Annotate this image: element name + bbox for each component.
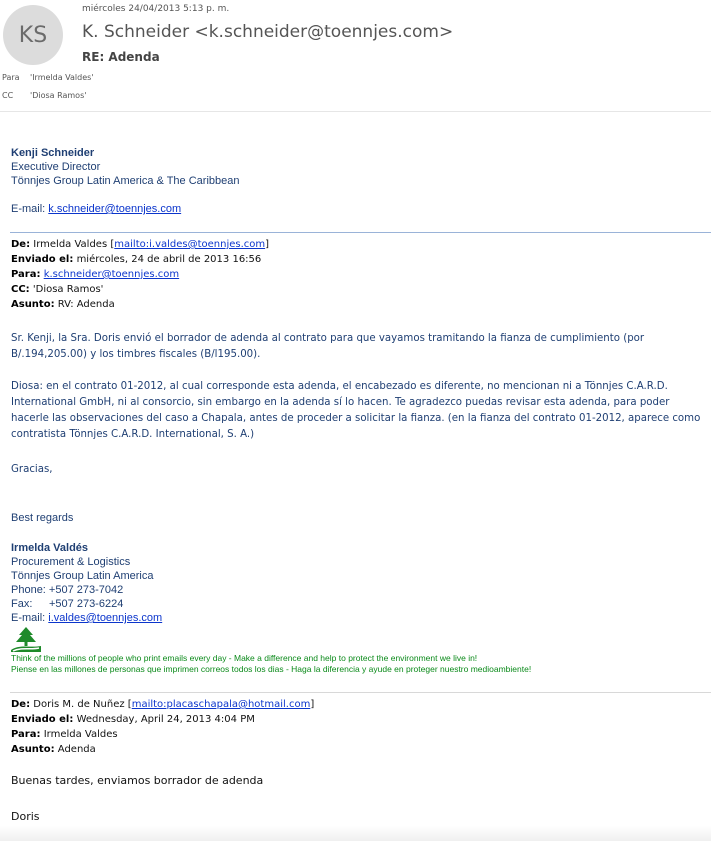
eco-notice bbox=[11, 653, 531, 675]
fwd2-from-name: Doris M. de Nuñez bbox=[33, 699, 125, 710]
doris-signoff: Doris bbox=[11, 810, 40, 823]
para2-line4: contratista Tönnjes C.A.R.D. International, S. A.) bbox=[11, 429, 255, 440]
doris-greeting: Buenas tardes, enviamos borrador de adenda bbox=[11, 774, 264, 787]
regards-text: Best regards bbox=[11, 512, 74, 524]
irmelda-company: Tönnjes Group Latin America bbox=[11, 570, 154, 582]
sender-avatar: KS bbox=[3, 5, 63, 65]
fwd1-sent-label: Enviado el: bbox=[11, 254, 74, 265]
signature-title: Executive Director bbox=[11, 161, 101, 173]
eco-notice-es: Piense en las millones de personas que imprimen correos todos los dias - Haga la diferencia y ayude en proteger nuestro medioambiente! bbox=[11, 664, 532, 674]
cc-recipient[interactable]: 'Diosa Ramos' bbox=[30, 91, 87, 100]
sender-address[interactable]: K. Schneider <k.schneider@toennjes.com> bbox=[82, 22, 454, 42]
fwd1-subject-value: RV: Adenda bbox=[57, 299, 115, 310]
cc-label: CC bbox=[2, 91, 14, 100]
signature-company: Tönnjes Group Latin America & The Caribbean bbox=[11, 175, 240, 187]
irmelda-phone: Phone: +507 273-7042 bbox=[11, 584, 124, 596]
para1-line2: B/.194,205.00) y los timbres fiscales (B/l195.00). bbox=[11, 349, 261, 360]
para2-line1: Diosa: en el contrato 01-2012, al cual corresponde esta adenda, el encabezado es diferente, no mencionan ni a Tönnjes C.A.R.D. bbox=[11, 381, 668, 392]
fwd1-subject-label: Asunto: bbox=[11, 299, 55, 310]
message-paragraph-2 bbox=[11, 379, 700, 443]
para2-line3: hacerle las observaciones del caso a Chapala, antes de proceder a solicitar la fianza. (en la fianza del contrato 01-2012, aparece como bbox=[11, 413, 701, 424]
fwd1-from-link[interactable]: mailto:i.valdes@toennjes.com bbox=[114, 239, 266, 250]
tree-icon bbox=[11, 626, 41, 652]
header-divider bbox=[0, 111, 711, 112]
quote-divider bbox=[10, 232, 711, 233]
email-subject: RE: Adenda bbox=[82, 50, 160, 64]
fwd2-sent-value: Wednesday, April 24, 2013 4:04 PM bbox=[76, 714, 255, 725]
signature-name: Kenji Schneider bbox=[11, 147, 95, 159]
irmelda-name: Irmelda Valdés bbox=[11, 542, 89, 554]
fwd1-to-label: Para: bbox=[11, 269, 41, 280]
para2-line2: International GmbH, ni al consorcio, sin embargo en la adenda sí lo hacen. Te agradezco puedas revisar esta adenda, para poder bbox=[11, 397, 670, 408]
to-recipient[interactable]: 'Irmelda Valdes' bbox=[30, 73, 94, 82]
fwd1-from-name: Irmelda Valdes bbox=[33, 239, 108, 250]
cc-line bbox=[2, 91, 86, 100]
irmelda-fax-label: Fax: bbox=[11, 598, 33, 610]
irmelda-fax-value: +507 273-6224 bbox=[49, 598, 124, 610]
irmelda-signature bbox=[11, 541, 162, 625]
irmelda-title: Procurement & Logistics bbox=[11, 556, 131, 568]
forward-header-1: De: Irmelda Valdes [mailto:i.valdes@toennjes.com] Enviado el: miércoles, 24 de abril de 2013 16:56 Para: k.schneider@toennjes.com CC: 'Diosa Ramos' Asunto: RV: Adenda bbox=[11, 239, 270, 310]
to-label: Para bbox=[2, 73, 20, 82]
fwd2-to-value: Irmelda Valdes bbox=[43, 729, 118, 740]
sender-signature bbox=[11, 146, 239, 216]
fwd1-sent-value: miércoles, 24 de abril de 2013 16:56 bbox=[76, 254, 262, 265]
fwd2-sent-label: Enviado el: bbox=[11, 714, 74, 725]
fwd1-from-label: De: bbox=[11, 239, 31, 250]
fwd1-cc-label: CC: bbox=[11, 284, 30, 295]
fwd2-from-link[interactable]: mailto:placaschapala@hotmail.com bbox=[131, 699, 311, 710]
fwd2-subject-value: Adenda bbox=[57, 744, 96, 755]
forward-header-2: De: Doris M. de Nuñez [mailto:placaschapala@hotmail.com] Enviado el: Wednesday, April 24, 2013 4:04 PM Para: Irmelda Valdes Asunto: Adenda bbox=[11, 699, 315, 755]
bottom-fade bbox=[0, 826, 711, 841]
message-paragraph-1 bbox=[11, 331, 644, 363]
fwd1-to-link[interactable]: k.schneider@toennjes.com bbox=[43, 269, 180, 280]
sent-date: miércoles 24/04/2013 5:13 p. m. bbox=[82, 4, 230, 14]
fwd2-to-label: Para: bbox=[11, 729, 41, 740]
quote-divider-2 bbox=[10, 692, 711, 693]
fwd2-from-label: De: bbox=[11, 699, 31, 710]
signature-email-link[interactable]: k.schneider@toennjes.com bbox=[48, 203, 182, 215]
para1-line1: Sr. Kenji, la Sra. Doris envió el borrador de adenda al contrato para que vayamos tramitando la fianza de cumplimiento (por bbox=[11, 333, 645, 344]
to-line bbox=[2, 73, 94, 82]
eco-notice-en: Think of the millions of people who print emails every day - Make a difference and help to protect the environment we live in! bbox=[11, 653, 478, 663]
fwd2-subject-label: Asunto: bbox=[11, 744, 55, 755]
signature-email-label: E-mail: bbox=[11, 203, 46, 215]
thanks-text: Gracias, bbox=[11, 464, 53, 475]
fwd1-cc-value: 'Diosa Ramos' bbox=[32, 284, 104, 295]
irmelda-email-link[interactable]: i.valdes@toennjes.com bbox=[48, 612, 163, 624]
irmelda-email-label: E-mail: bbox=[11, 612, 46, 624]
